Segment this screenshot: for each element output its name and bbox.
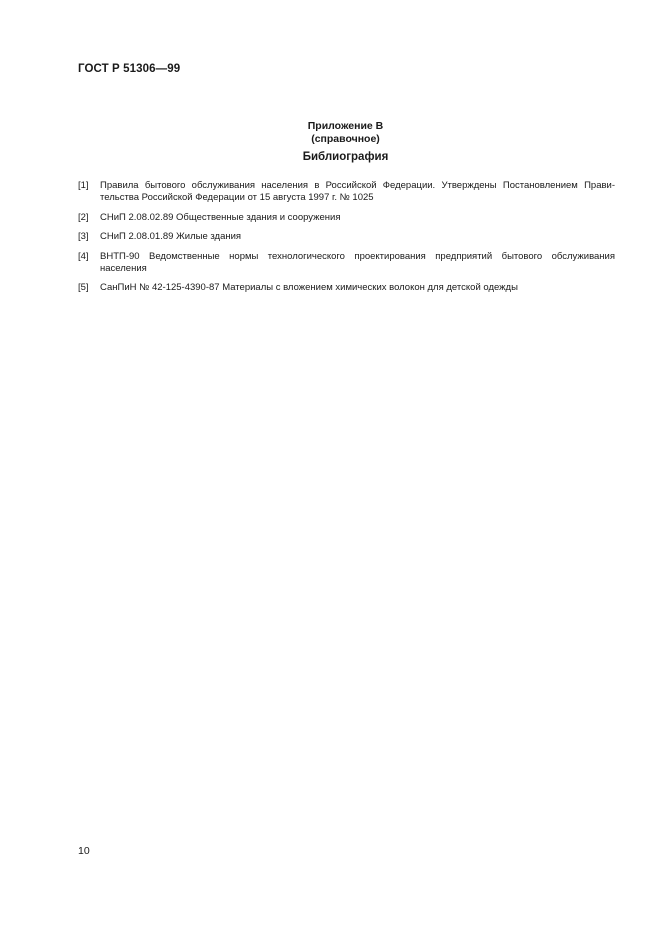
bibliography-item-number: [5] [78, 282, 89, 294]
bibliography-item-text [100, 282, 615, 294]
bibliography-list [78, 180, 615, 302]
page-number: 10 [78, 845, 90, 857]
bibliography-item-number: [3] [78, 231, 89, 243]
bibliography-item-text [100, 180, 615, 205]
bibliography-item-2 [78, 212, 615, 224]
bibliography-item-text [100, 251, 615, 276]
bibliography-item-4 [78, 251, 615, 276]
bibliography-item-5 [78, 282, 615, 294]
bibliography-item-number: [1] [78, 180, 89, 191]
bibliography-item-1 [78, 180, 615, 205]
bibliography-item-line: тельства Российской Федерации от 15 августа 1997 г. № 1025 [100, 192, 374, 204]
bibliography-item-line: Правила бытового обслуживания населения в Российской Федерации. Утверждены Постановлением Прави- [100, 180, 615, 191]
bibliography-item-line: СНиП 2.08.02.89 Общественные здания и сооружения [100, 211, 341, 223]
bibliography-item-line: СНиП 2.08.01.89 Жилые здания [100, 231, 242, 243]
appendix-heading [0, 120, 661, 145]
appendix-title: Приложение В [307, 120, 384, 132]
bibliography-item-number: [2] [78, 211, 89, 223]
bibliography-item-text [100, 212, 615, 224]
standard-code-header: ГОСТ Р 51306—99 [78, 63, 181, 75]
bibliography-title: Библиография [302, 151, 389, 163]
bibliography-item-line: населения [100, 263, 147, 275]
appendix-subtitle: (справочное) [311, 132, 380, 145]
bibliography-item-text [100, 231, 615, 243]
bibliography-item-line: СанПиН № 42-125-4390-87 Материалы с вложением химических волокон для детской одежды [100, 282, 518, 294]
bibliography-item-3 [78, 231, 615, 243]
bibliography-item-line: ВНТП-90 Ведомственные нормы технологического проектирования предприятий бытового обслуживания [100, 250, 615, 262]
bibliography-item-number: [4] [78, 250, 89, 262]
